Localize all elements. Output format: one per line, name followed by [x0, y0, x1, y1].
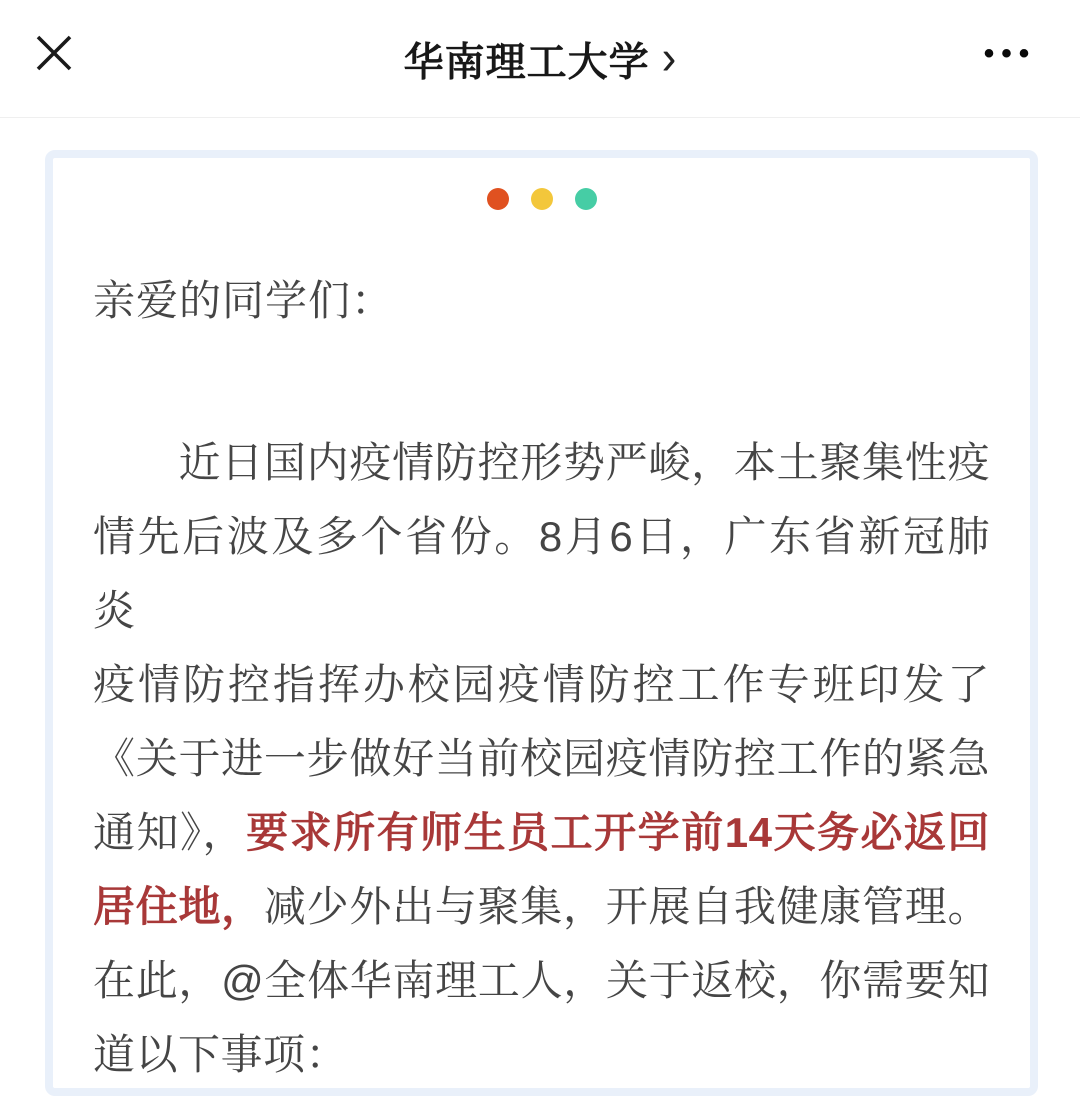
paragraph-line	[93, 1018, 990, 1092]
dot-icon	[575, 188, 597, 210]
body-text: 通知》，	[93, 809, 247, 856]
body-text: 疫情防控指挥办校园疫情防控工作专班印发了	[93, 661, 990, 708]
official-account-link[interactable]	[404, 30, 677, 87]
dot-icon	[487, 188, 509, 210]
body-text: 《关于进一步做好当前校园疫情防控工作的紧急	[93, 735, 990, 782]
article-body	[0, 118, 1080, 1096]
body-text: 减少外出与聚集，开展自我健康管理。	[263, 883, 990, 930]
paragraph-line	[93, 426, 990, 500]
paragraph-line	[93, 648, 990, 722]
emphasized-text: 居住地，	[93, 883, 264, 930]
more-button[interactable]	[970, 22, 1050, 86]
body-text: 道以下事项：	[93, 1031, 349, 1078]
body-text: 近日国内疫情防控形势严峻，本土聚集性疫	[93, 439, 990, 486]
paragraph-line	[93, 796, 990, 870]
page-title: 华南理工大学	[403, 40, 650, 84]
chevron-right-icon: ›	[661, 31, 677, 85]
paragraph-line	[93, 500, 990, 648]
more-icon: •••	[983, 37, 1037, 70]
paragraph-line	[93, 722, 990, 796]
salutation-text: 亲爱的同学们：	[93, 277, 395, 324]
notice-card	[45, 150, 1038, 1096]
header	[0, 0, 1080, 118]
close-button[interactable]	[22, 22, 86, 86]
paragraph-line	[93, 870, 990, 944]
close-icon	[32, 31, 76, 78]
decorative-dots	[93, 188, 990, 210]
body-text: 在此，@全体华南理工人，关于返校，你需要知	[93, 957, 990, 1004]
dot-icon	[531, 188, 553, 210]
emphasized-text: 要求所有师生员工开学前14天务必返回	[246, 809, 990, 856]
body-text: 情先后波及多个省份。8月6日，广东省新冠肺炎	[93, 513, 990, 634]
paragraph-line	[93, 944, 990, 1018]
notice-paragraph	[93, 426, 990, 1092]
